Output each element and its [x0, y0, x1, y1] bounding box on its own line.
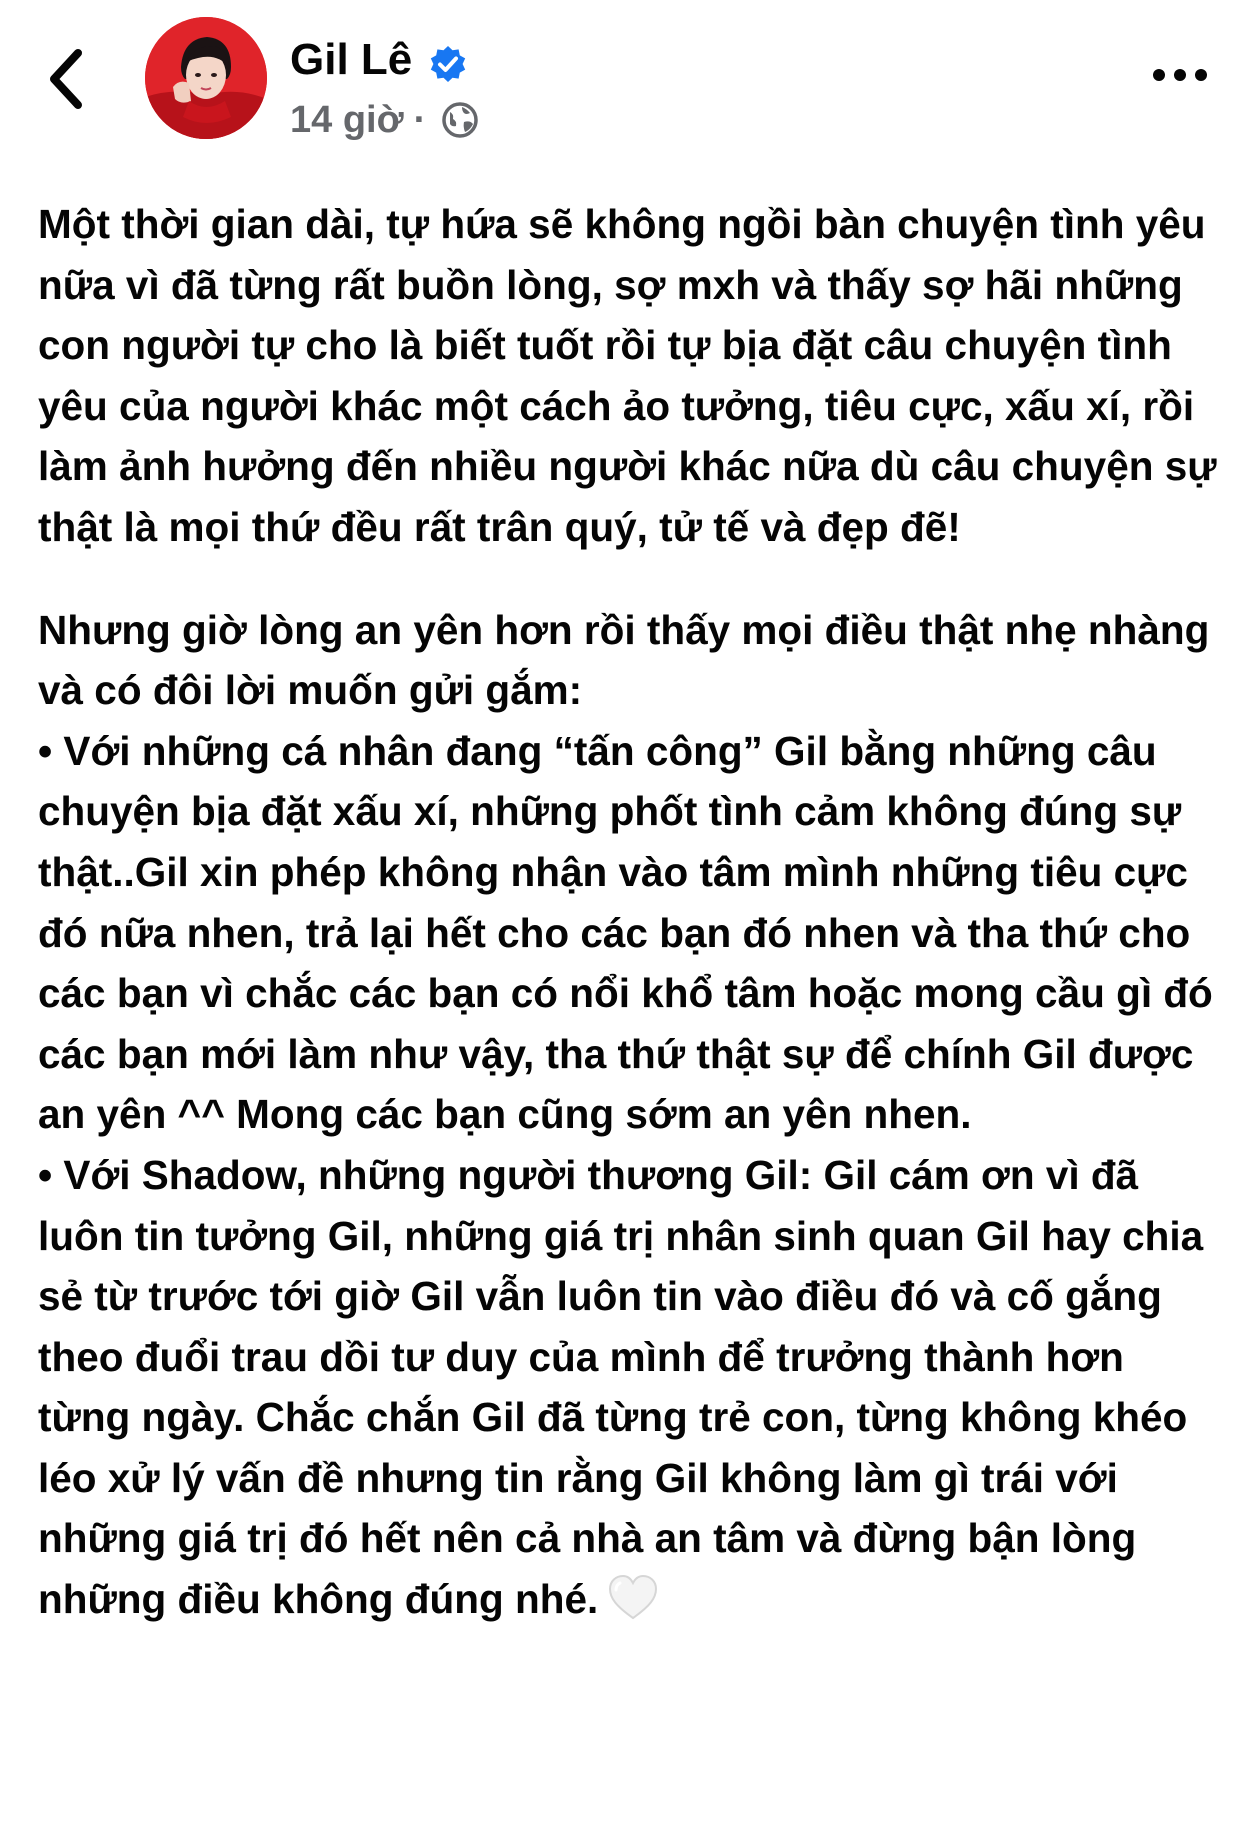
author-avatar[interactable] [145, 17, 267, 139]
back-button[interactable] [44, 44, 104, 114]
post-bullet: • Với những cá nhân đang “tấn công” Gil bằng những câu chuyện bịa đặt xấu xí, những phốt tình cảm không đúng sự thật..Gil xin phép không nhận vào tâm mình những tiêu cực đó nữa nhen, trả lại hết cho các bạn đó nhen và tha thứ cho các bạn vì chắc các bạn có nổi khổ tâm hoặc mong cầu gì đó các bạn mới làm như vậy, tha thứ thật sự để chính Gil được an yên ^^ Mong các bạn cũng sớm an yên nhen. [38, 727, 1213, 1138]
meta-separator: · [413, 98, 427, 141]
chevron-left-icon [44, 44, 104, 114]
post-paragraph: Một thời gian dài, tự hứa sẽ không ngồi bàn chuyện tình yêu nữa vì đã từng rất buồn lòng, sợ mxh và thấy sợ hãi những con người tự cho là biết tuốt rồi tự bịa đặt câu chuyện tình yêu của người khác một cách ảo tưởng, tiêu cực, xấu xí, rồi làm ảnh hưởng đến nhiều người khác nữa dù câu chuyện sự thật là mọi thứ đều rất trân quý, tử tế và đẹp đẽ! [38, 201, 1217, 550]
more-horizontal-icon [1150, 60, 1210, 90]
post-meta [290, 94, 480, 146]
post-bullet-text: • Với Shadow, những người thương Gil: Gil cám ơn vì đã luôn tin tưởng Gil, những giá trị nhân sinh quan Gil hay chia sẻ từ trước tới giờ Gil vẫn luôn tin vào điều đó và cố gắng theo đuổi trau dồi tư duy của mình để trưởng thành hơn từng ngày. Chắc chắn Gil đã từng trẻ con, từng không khéo léo xử lý vấn đề nhưng tin rằng Gil không làm gì trái với những giá trị đó hết nên cả nhà an tâm và đừng bận lòng những điều không đúng nhé. [38, 1151, 1204, 1623]
post-body [38, 194, 1218, 1630]
verified-badge-icon [428, 44, 468, 84]
white-heart-icon [606, 1571, 660, 1625]
paragraph-gap [38, 558, 1218, 600]
post-bullet-last [38, 1145, 1218, 1630]
author-name[interactable]: Gil Lê [290, 35, 413, 84]
post-paragraph: Nhưng giờ lòng an yên hơn rồi thấy mọi điều thật nhẹ nhàng và có đôi lời muốn gửi gắm: [38, 606, 1210, 714]
post-timestamp[interactable]: 14 giờ [290, 98, 404, 141]
more-options-button[interactable] [1150, 60, 1210, 90]
post-header [0, 0, 1242, 160]
globe-icon[interactable] [440, 100, 480, 140]
